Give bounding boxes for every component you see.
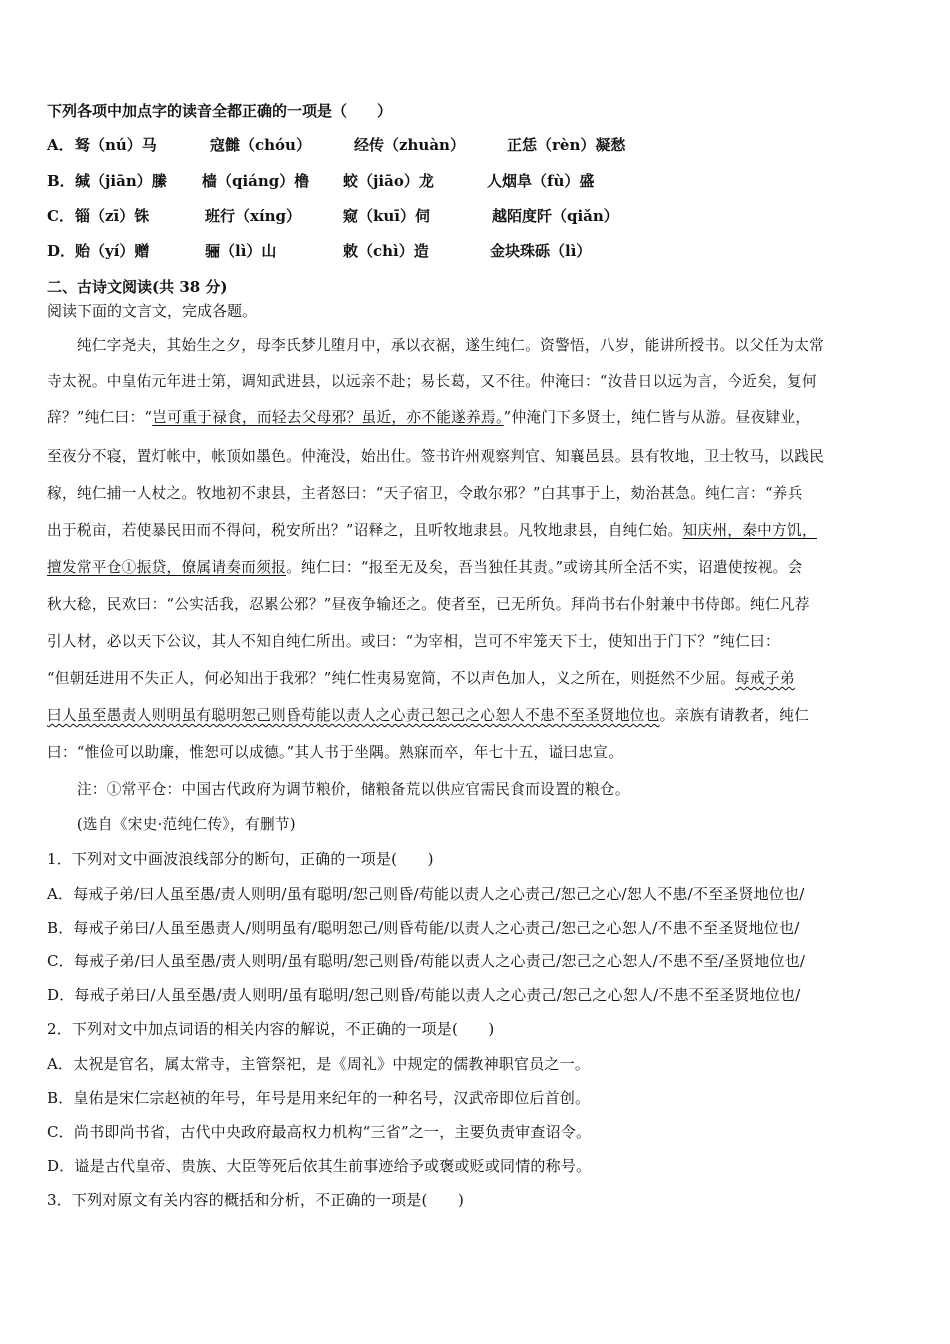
option-item: 缄（jiān）縢	[75, 172, 167, 190]
passage-line: 曰人虽至愚责人则明虽有聪明恕己则昏苟能以责人之心责己恕己之心恕人不患不至圣贤地位也。亲族有请教者，纯仁	[47, 707, 810, 724]
passage-line: 稼，纯仁捕一人杖之。牧地初不隶县，主者怒曰：“天子宿卫，令敢尔邪？”白其事于上，劾治甚急。纯仁言：“养兵	[47, 485, 803, 502]
question-1-option-c[interactable]: C．每戒子弟/曰人虽至愚/责人则明/虽有聪明/恕己则昏/苟能以责人之心责己/恕己之心恕人/不患不至/圣贤地位也/	[47, 952, 806, 970]
underlined-sentence: 知庆州，秦中方饥，	[682, 522, 817, 539]
option-label: C．	[47, 207, 74, 225]
passage-source: (选自《宋史·范纯仁传》，有删节)	[47, 816, 296, 833]
question-1-option-b[interactable]: B．每戒子弟曰/人虽至愚责人/则明虽有/聪明恕己/则昏苟能/以责人之心责己/恕己之心恕人/不患不至圣贤地位也/	[47, 919, 800, 937]
passage-line: “但朝廷进用不失正人，何必知出于我邪？”纯仁性夷易宽简，不以声色加人，义之所在，则挺然不少屈。每戒子弟	[47, 670, 795, 687]
option-item: 正恁（rèn）凝愁	[507, 136, 626, 154]
option-item: 樯（qiáng）橹	[202, 172, 310, 190]
passage-line: 引人材，必以天下公议，其人不知自纯仁所出。或曰：“为宰相，岂可不牢笼天下士，使知出于门下？”纯仁曰：	[47, 633, 780, 650]
question-1-stem: 1．下列对文中画波浪线部分的断句，正确的一项是( )	[47, 850, 434, 868]
option-item: 经传（zhuàn）	[354, 136, 465, 154]
option-item: 人烟阜（fù）盛	[487, 172, 595, 190]
wavy-underlined-sentence: 曰人虽至愚责人则明虽有聪明恕己则昏苟能以责人之心责己恕己之心恕人不患不至圣贤地位也	[47, 707, 660, 724]
passage-line: 擅发常平仓①振贷，僚属请奏而须报。纯仁曰：“报至无及矣，吾当独任其责。”或谤其所全活不实，诏遣使按视。会	[47, 559, 803, 576]
option-item: 贻（yí）赠	[75, 242, 150, 260]
passage-line: 纯仁字尧夫，其始生之夕，母李氏梦儿堕月中，承以衣裾，遂生纯仁。资警悟，八岁，能讲所授书。以父任为太常	[47, 337, 825, 354]
option-item: 骊（lì）山	[205, 242, 277, 260]
passage-line: 出于税亩，若使暴民田而不得问，税安所出？”诏释之，且听牧地隶县。凡牧地隶县，自纯仁始。知庆州，秦中方饥，	[47, 522, 817, 539]
option-label: D．	[47, 242, 76, 260]
passage-line: 秋大稔，民欢曰：“公实活我，忍累公邪？”昼夜争输还之。使者至，已无所负。拜尚书右仆射兼中书侍郎。纯仁凡荐	[47, 596, 810, 613]
passage-line: 辞？”纯仁曰：“岂可重于禄食，而轻去父母邪？虽近，亦不能遂养焉。”仲淹门下多贤士，纯仁皆与从游。昼夜肄业，	[47, 409, 811, 426]
wavy-underlined-sentence: 每戒子弟	[735, 670, 795, 687]
option-item: 敕（chì）造	[343, 242, 429, 260]
option-item: 蛟（jiāo）龙	[343, 172, 434, 190]
option-item: 寇雠（chóu）	[210, 136, 311, 154]
question-2-option-c[interactable]: C．尚书即尚书省，古代中央政府最高权力机构“三省”之一，主要负责审查诏令。	[47, 1123, 592, 1141]
passage-line: 曰：“惟俭可以助廉，惟恕可以成德。”其人书于坐隅。熟寐而卒，年七十五，谥曰忠宣。	[47, 744, 624, 761]
underlined-sentence: 岂可重于禄食，而轻去父母邪？虽近，亦不能遂养焉。	[152, 409, 504, 426]
question-1-option-a[interactable]: A．每戒子弟/曰人虽至愚/责人则明/虽有聪明/恕己则昏/苟能以责人之心责己/恕己之心/恕人不患/不至圣贤地位也/	[47, 885, 805, 903]
option-item: 金块珠砾（lì）	[490, 242, 592, 260]
question-2-option-d[interactable]: D．谥是古代皇帝、贵族、大臣等死后依其生前事迹给予或褒或贬或同情的称号。	[47, 1157, 592, 1175]
option-item: 窥（kuī）伺	[343, 207, 430, 225]
option-item: 班行（xíng）	[205, 207, 302, 225]
question-2-option-a[interactable]: A．太祝是官名，属太常寺，主管祭祀，是《周礼》中规定的儒教神职官员之一。	[47, 1055, 591, 1073]
option-item: 越陌度阡（qiǎn）	[492, 207, 619, 225]
question-stem-pronunciation: 下列各项中加点字的读音全都正确的一项是（ ）	[47, 102, 393, 120]
question-1-option-d[interactable]: D．每戒子弟曰/人虽至愚/责人则明/虽有聪明/恕己则昏/苟能以责人之心责己/恕己之心恕人/不患不至圣贤地位也/	[47, 986, 801, 1004]
question-3-stem: 3．下列对原文有关内容的概括和分析，不正确的一项是( )	[47, 1191, 465, 1209]
option-item: 锱（zī）铢	[75, 207, 150, 225]
underlined-sentence: 擅发常平仓①振贷，僚属请奏而须报	[47, 559, 287, 576]
option-label: B．	[47, 172, 75, 190]
passage-line: 寺太祝。中皇佑元年进士第，调知武进县，以远亲不赴；易长葛，又不往。仲淹曰：“汝昔日以远为言，今近矣，复何	[47, 373, 817, 390]
passage-line: 至夜分不寝，置灯帐中，帐顶如墨色。仲淹没，始出仕。签书许州观察判官、知襄邑县。县有牧地，卫士牧马，以践民	[47, 448, 825, 465]
question-2-option-b[interactable]: B．皇佑是宋仁宗赵祯的年号，年号是用来纪年的一种名号，汉武帝即位后首创。	[47, 1089, 591, 1107]
option-item: 驽（nú）马	[75, 136, 157, 154]
option-label: A．	[47, 136, 74, 154]
section-title: 二、古诗文阅读(共 38 分)	[47, 278, 228, 296]
question-2-stem: 2．下列对文中加点词语的相关内容的解说，不正确的一项是( )	[47, 1020, 495, 1038]
passage-note: 注：①常平仓：中国古代政府为调节粮价，储粮备荒以供应官需民食而设置的粮仓。	[47, 781, 630, 798]
section-instruction: 阅读下面的文言文，完成各题。	[47, 302, 258, 320]
